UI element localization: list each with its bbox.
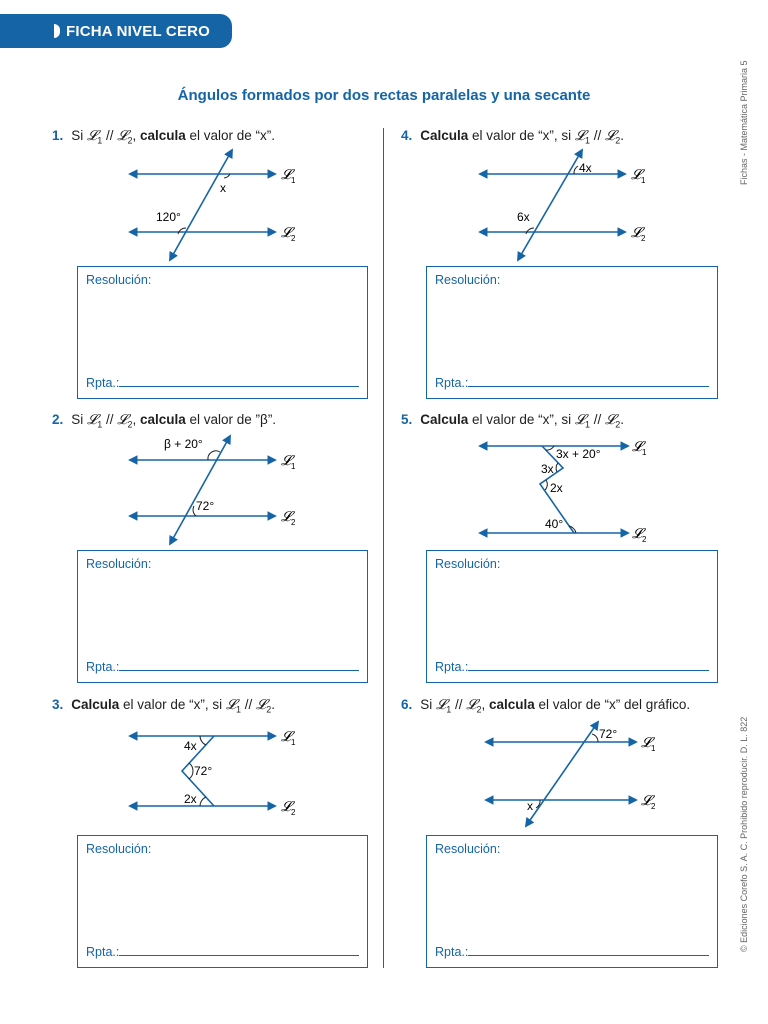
resolution-box-2[interactable] [77, 550, 368, 683]
line-label-l1: 𝓛 [281, 728, 292, 744]
resolution-box-3[interactable] [77, 835, 368, 968]
question-number: 2. [52, 412, 64, 427]
line-label-sub: 1 [291, 462, 296, 471]
line-label-sub: 2 [641, 234, 646, 243]
question-5 [401, 412, 624, 430]
resolution-label: Resolución: [86, 557, 152, 571]
line-label-l1: 𝓛 [632, 438, 643, 454]
line-subscript: 1 [236, 704, 242, 715]
line-subscript: 1 [585, 419, 591, 430]
line-label-l2: 𝓛 [281, 508, 292, 524]
line-label-sub: 1 [291, 738, 296, 747]
answer-label: Rpta.: [86, 660, 120, 674]
line-label-l1: 𝓛 [641, 734, 652, 750]
line-symbol: 𝓛 [605, 128, 616, 144]
question-keyword: calcula [139, 412, 186, 427]
answer-line[interactable] [119, 955, 359, 956]
angle-label: 72° [196, 499, 215, 513]
question-keyword: calcula [488, 697, 535, 712]
question-text: el valor de “x”. [185, 128, 276, 143]
angle-arc [556, 463, 558, 472]
secant-line [526, 722, 598, 826]
header-label: FICHA NIVEL CERO [66, 22, 211, 40]
line-subscript: 2 [615, 135, 621, 146]
secant-line [518, 150, 582, 260]
secant-line [170, 150, 232, 260]
parallel-symbol: // [102, 412, 118, 427]
angle-label: β + 20° [164, 437, 203, 451]
line-label-sub: 1 [651, 744, 656, 753]
question-text: el valor de “x”, si [468, 412, 575, 427]
question-keyword: Calcula [420, 128, 469, 143]
answer-label: Rpta.: [86, 376, 120, 390]
angle-label: 120° [156, 210, 181, 224]
figure-4 [470, 150, 660, 268]
line-symbol: 𝓛 [605, 412, 616, 428]
line-subscript: 1 [585, 135, 591, 146]
line-symbol: 𝓛 [117, 412, 128, 428]
resolution-box-6[interactable] [426, 835, 718, 968]
angle-arc [574, 166, 578, 174]
resolution-box-5[interactable] [426, 550, 718, 683]
answer-label: Rpta.: [435, 376, 469, 390]
line-label-l2: 𝓛 [631, 224, 642, 240]
answer-label: Rpta.: [435, 660, 469, 674]
line-label-l1: 𝓛 [281, 452, 292, 468]
line-label-l1: 𝓛 [281, 166, 292, 182]
angle-label: x [527, 799, 533, 813]
figure-6 [480, 718, 670, 830]
line-label-l1: 𝓛 [631, 166, 642, 182]
question-number: 5. [401, 412, 413, 427]
resolution-box-4[interactable] [426, 266, 718, 399]
resolution-label: Resolución: [86, 273, 152, 287]
line-subscript: 2 [266, 704, 272, 715]
line-symbol: 𝓛 [466, 697, 477, 713]
line-label-sub: 2 [291, 808, 296, 817]
resolution-label: Resolución: [86, 842, 152, 856]
angle-arc [189, 763, 193, 779]
header-mark-icon [54, 24, 60, 38]
angle-arc [592, 734, 598, 742]
question-keyword: Calcula [420, 412, 469, 427]
resolution-label: Resolución: [435, 557, 501, 571]
question-keyword: Calcula [71, 697, 120, 712]
question-2 [52, 412, 276, 430]
side-text-bottom-container [736, 700, 754, 960]
angle-label: 2x [550, 481, 563, 495]
header-bar [0, 14, 232, 48]
line-subscript: 1 [97, 135, 103, 146]
question-number: 3. [52, 697, 64, 712]
question-text: Si [71, 128, 84, 143]
question-text: , [481, 697, 489, 712]
angle-label: 72° [599, 727, 618, 741]
line-subscript: 2 [127, 135, 133, 146]
line-symbol: 𝓛 [225, 697, 237, 713]
question-6 [401, 697, 690, 715]
answer-label: Rpta.: [86, 945, 120, 959]
line-label-sub: 2 [651, 802, 656, 811]
question-text: el valor de “x” del gráfico. [534, 697, 691, 712]
question-text: Si [71, 412, 84, 427]
answer-line[interactable] [119, 670, 359, 671]
question-text: . [271, 697, 276, 712]
question-text: el valor de “x”, si [119, 697, 226, 712]
side-text-bottom: © Ediciones Corefo S. A. C. Prohibido reproducir. D. L. 822 [739, 716, 749, 952]
line-subscript: 1 [446, 704, 452, 715]
angle-label: 4x [579, 161, 592, 175]
line-label-sub: 1 [291, 176, 296, 185]
angle-label: 2x [184, 792, 197, 806]
secant-line [170, 436, 230, 544]
figure-1 [120, 150, 310, 268]
line-label-sub: 1 [641, 176, 646, 185]
angle-label: 3x [541, 462, 554, 476]
question-4 [401, 128, 624, 146]
line-subscript: 2 [127, 419, 133, 430]
angle-label: 6x [517, 210, 530, 224]
angle-arc [545, 480, 547, 490]
line-label-sub: 2 [291, 518, 296, 527]
answer-line[interactable] [468, 955, 709, 956]
line-symbol: 𝓛 [87, 412, 98, 428]
line-label-sub: 2 [642, 535, 647, 544]
resolution-label: Resolución: [435, 842, 501, 856]
parallel-symbol: // [590, 128, 606, 143]
question-number: 4. [401, 128, 413, 143]
angle-arc [200, 797, 206, 806]
side-text-top-container [736, 52, 754, 192]
question-1 [52, 128, 275, 146]
question-text: . [620, 412, 625, 427]
line-label-l2: 𝓛 [281, 798, 292, 814]
question-text: , [132, 128, 140, 143]
question-3 [52, 697, 275, 715]
question-text: , [132, 412, 140, 427]
question-text: el valor de “x”, si [468, 128, 575, 143]
figure-5 [470, 436, 660, 548]
line-subscript: 2 [476, 704, 482, 715]
angle-arc [200, 736, 206, 745]
question-number: 1. [52, 128, 64, 143]
line-symbol: 𝓛 [117, 128, 128, 144]
parallel-symbol: // [590, 412, 606, 427]
question-number: 6. [401, 697, 413, 712]
parallel-symbol: // [102, 128, 118, 143]
angle-label: 4x [184, 739, 197, 753]
question-keyword: calcula [139, 128, 186, 143]
question-text: el valor de ”β”. [185, 412, 277, 427]
line-subscript: 1 [97, 419, 103, 430]
page-title: Ángulos formados por dos rectas paralelas y una secante [177, 87, 591, 104]
angle-label: 40° [545, 517, 564, 531]
resolution-box-1[interactable] [77, 266, 368, 399]
figure-3 [120, 720, 310, 820]
angle-label: x [220, 181, 226, 195]
line-label-l2: 𝓛 [641, 792, 652, 808]
line-label-sub: 1 [642, 448, 647, 457]
question-text: . [620, 128, 625, 143]
line-label-l2: 𝓛 [281, 224, 292, 240]
line-symbol: 𝓛 [436, 697, 447, 713]
line-label-sub: 2 [291, 234, 296, 243]
answer-line[interactable] [119, 386, 359, 387]
line-symbol: 𝓛 [574, 412, 586, 428]
side-text-top: Fichas - Matemática Primaria 5 [739, 60, 749, 185]
answer-line[interactable] [468, 670, 709, 671]
line-label-l2: 𝓛 [632, 525, 643, 541]
parallel-symbol: // [451, 697, 467, 712]
line-symbol: 𝓛 [574, 128, 586, 144]
answer-line[interactable] [468, 386, 709, 387]
angle-label: 72° [194, 764, 213, 778]
column-divider [383, 128, 384, 968]
figure-2 [120, 432, 310, 550]
resolution-label: Resolución: [435, 273, 501, 287]
question-text: Si [420, 697, 433, 712]
line-symbol: 𝓛 [87, 128, 98, 144]
angle-label: 3x + 20° [556, 447, 601, 461]
line-subscript: 2 [615, 419, 621, 430]
parallel-symbol: // [241, 697, 257, 712]
line-symbol: 𝓛 [256, 697, 267, 713]
answer-label: Rpta.: [435, 945, 469, 959]
